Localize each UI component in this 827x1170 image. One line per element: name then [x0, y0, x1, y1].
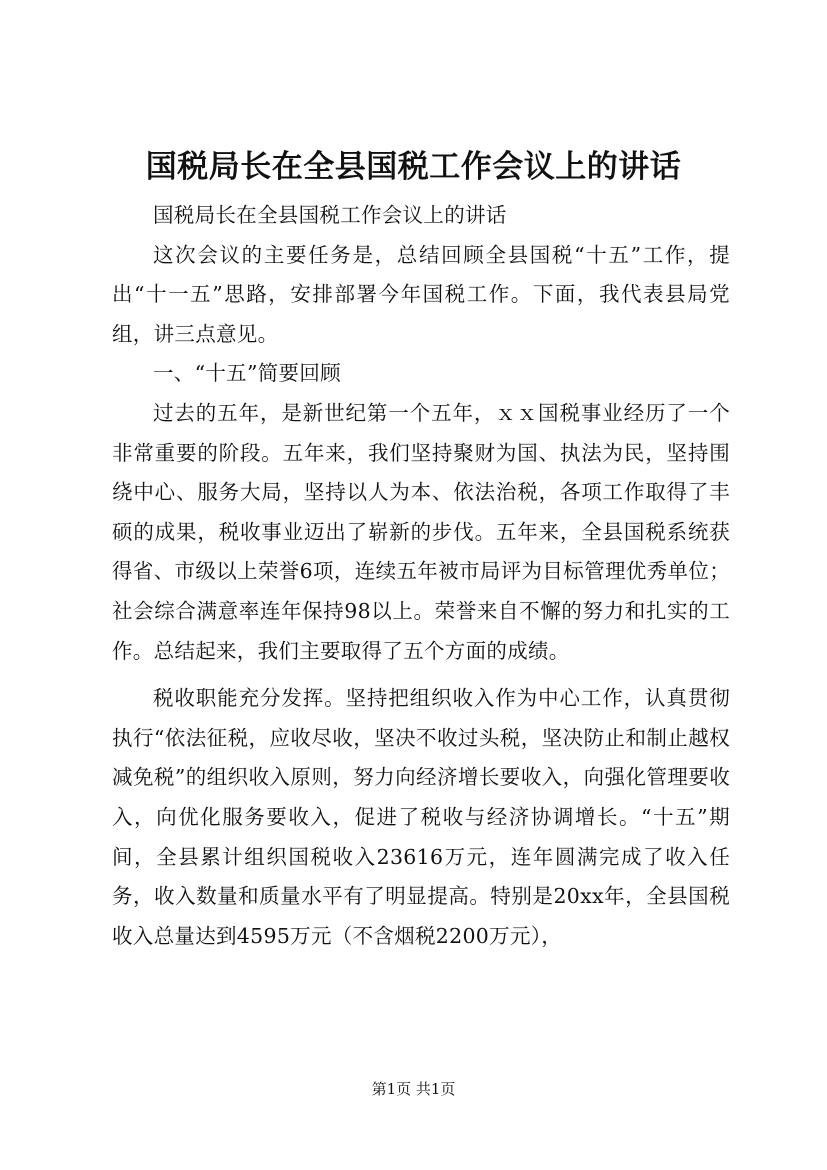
subtitle-paragraph: 国税局长在全县国税工作会议上的讲话: [153, 203, 507, 227]
document-title: 国税局长在全县国税工作会议上的讲话: [145, 149, 682, 185]
intro-paragraph: 这次会议的主要任务是，总结回顾全县国税“十五”工作，提出“十一五”思路，安排部署今年国税工作。下面，我代表县局党组，讲三点意见。: [112, 242, 730, 346]
page-footer: 第1页 共1页: [371, 1080, 456, 1098]
review-paragraph: 过去的五年，是新世纪第一个五年，ｘｘ国税事业经历了一个非常重要的阶段。五年来，我们坚持聚财为国、执法为民，坚持围绕中心、服务大局，坚持以人为本、依法治税，各项工作取得了丰硕的成果，税收事业迈出了崭新的步伐。五年来，全县国税系统获得省、市级以上荣誉6项，连续五年被市局评为目标管理优秀单位；社会综合满意率连年保持98以上。荣誉来自不懈的努力和扎实的工作。总结起来，我们主要取得了五个方面的成绩。: [112, 400, 730, 663]
document-body: [112, 196, 730, 956]
section-heading: 一、“十五”简要回顾: [153, 361, 341, 386]
tax-function-paragraph: 税收职能充分发挥。坚持把组织收入作为中心工作，认真贯彻执行“依法征税，应收尽收，坚决不收过头税，坚决防止和制止越权减免税”的组织收入原则，努力向经济增长要收入，向强化管理要收入，向优化服务要收入，促进了税收与经济协调增长。“十五”期间，全县累计组织国税收入23616万元，连年圆满完成了收入任务，收入数量和质量水平有了明显提高。特别是20xx年，全县国税收入总量达到4595万元（不含烟税2200万元），: [112, 686, 730, 948]
